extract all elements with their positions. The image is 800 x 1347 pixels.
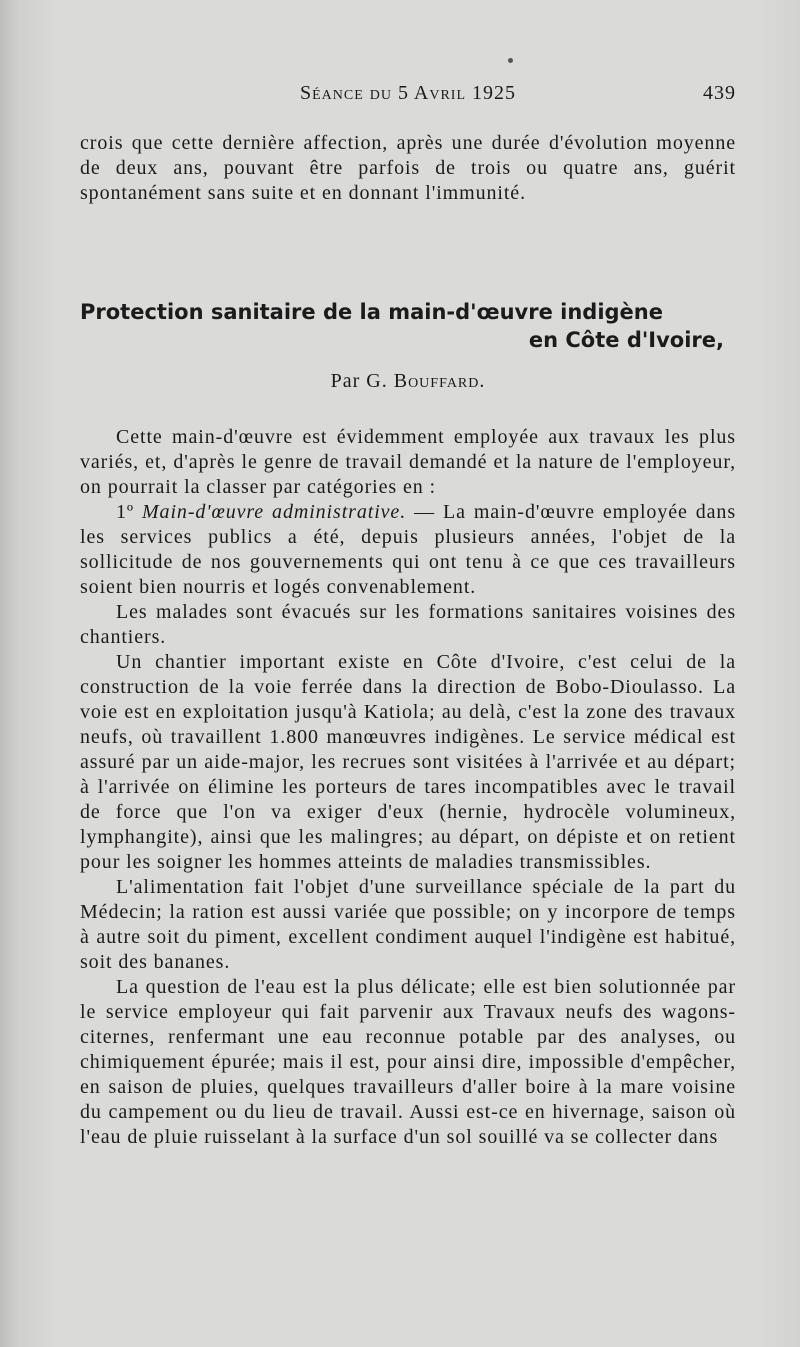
title-line-2: en Côte d'Ivoire, <box>528 328 724 352</box>
byline-prefix: Par <box>330 370 361 392</box>
running-head: Séance du 5 Avril 1925 <box>300 82 517 104</box>
speck-mark <box>508 58 513 63</box>
item-number: 1º <box>116 501 135 523</box>
page-header <box>80 82 736 110</box>
continuation-paragraph: crois que cette dernière affection, après une durée d'évolution moyenne de deux ans, pouvant être parfois de trois ou quatre ans, guérit spontanément sans suite et en donnant l'immunité. <box>80 132 736 204</box>
page-number: 439 <box>703 82 736 104</box>
author-name: G. Bouffard. <box>366 370 486 392</box>
title-line-1: Protection sanitaire de la main-d'œuvre indigène <box>80 300 663 324</box>
paragraph: La question de l'eau est la plus délicate; elle est bien solutionnée par le service employeur qui fait parvenir aux Travaux neufs des wagons-citernes, renfermant une eau reconnue potable par des analyses, ou chimiquement épurée; mais il est, pour ainsi dire, impossible d'empêcher, en saison de pluies, quelques travailleurs d'aller boire à la mare voisine du campement ou du lieu de travail. Aussi est-ce en hivernage, saison où l'eau de pluie ruisselant à la surface d'un sol souillé va se collecter dans <box>80 976 736 1148</box>
article-body <box>80 425 736 1150</box>
article-title <box>80 298 736 354</box>
paragraph: L'alimentation fait l'objet d'une surveillance spéciale de la part du Médecin; la ration est aussi variée que possible; on y incorpore de temps à autre soit du piment, excellent condiment auquel l'indigène est habitué, soit des bananes. <box>80 876 736 973</box>
item-title: Main-d'œuvre administrative. <box>142 501 407 523</box>
numbered-item <box>80 500 736 600</box>
item-text: — La main-d'œuvre employée dans les services publics a été, depuis plusieurs années, l'objet de la sollicitude de nos gouvernements qui ont tenu à ce que ces travailleurs soient bien nourris et logés convenablement. <box>80 501 737 598</box>
paragraph: Les malades sont évacués sur les formations sanitaires voisines des chantiers. <box>80 601 736 648</box>
paragraph: Un chantier important existe en Côte d'Ivoire, c'est celui de la construction de la voie ferrée dans la direction de Bobo-Dioulasso. La voie est en exploitation jusqu'à Katiola; au delà, c'est la zone des travaux neufs, où travaillent 1.800 manœuvres indigènes. Le service médical est assuré par un aide-major, les recrues sont visitées à l'arrivée et au départ; à l'arrivée on élimine les porteurs de tares incompatibles avec le travail de force que l'on va exiger d'eux (hernie, hydrocèle volumineux, lymphangite), ainsi que les malingres; au départ, on dépiste et on retient pour les soigner les hommes atteints de maladies transmissibles. <box>80 651 736 873</box>
byline <box>80 370 736 393</box>
paragraph: Cette main-d'œuvre est évidemment employée aux travaux les plus variés, et, d'après le genre de travail demandé et la nature de l'employeur, on pourrait la classer par catégories en : <box>80 426 736 498</box>
